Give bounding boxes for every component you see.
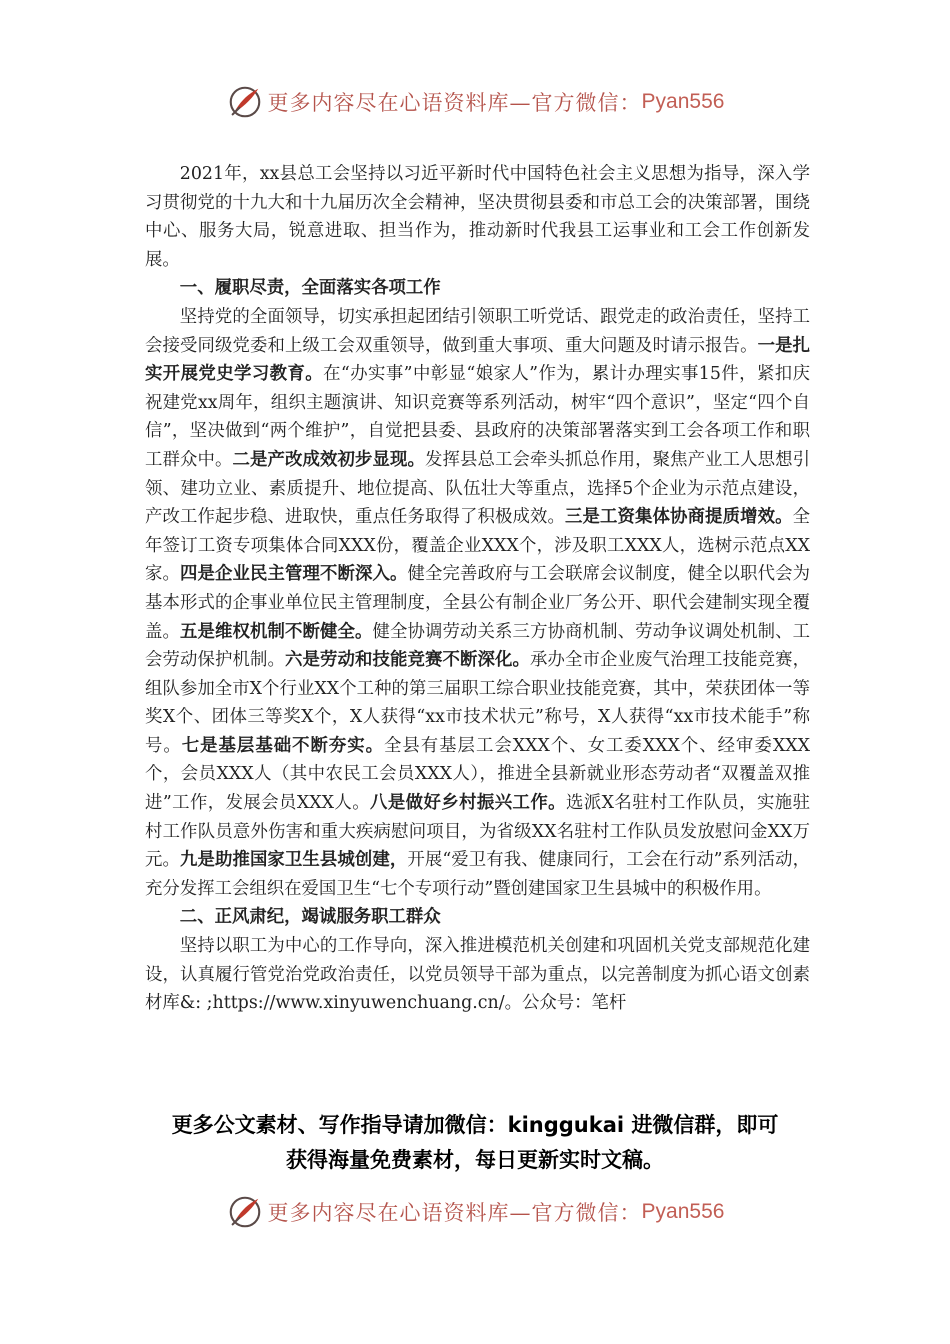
section-2-paragraph: 坚持以职工为中心的工作导向，深入推进模范机关创建和巩固机关党支部规范化建设，认真履行管党治党政治责任，以党员领导干部为重点，以完善制度为抓心语文创素材库&: ;https://www.xinyuwenchuang.cn/。公众号：笔杆 [145,936,810,1014]
intro-paragraph: 2021年，xx县总工会坚持以习近平新时代中国特色社会主义思想为指导，深入学习贯彻党的十九大和十九届历次全会精神，坚决贯彻县委和市总工会的决策部署，围绕中心、服务大局，锐意进取、担当作为，推动新时代我县工运事业和工会工作创新发展。 [145,164,810,270]
point-2-text: 发挥县总工会牵头抓总作用，聚焦产业工人思想引领、建功立业、素质提升、地位提高、队伍壮大等重点，选择5个企业为示范点建设，产改工作起步稳、进取快，重点任务取得了积极成效。 [145,449,810,528]
point-9-text: 开展“爱卫有我、健康同行，工会在行动”系列活动，充分发挥工会组织在爱国卫生“七个专项行动”暨创建国家卫生县城中的积极作用。 [145,850,810,899]
point-1-text: 在“办实事”中彰显“娘家人”作为，累计办理实事15件，紧扣庆祝建党xx周年，组织主题演讲、知识竞赛等系列活动，树牢“四个意识”，坚定“四个自信”，坚决做到“两个维护”，自觉把县委、县政府的决策部署落实到工会各项工作和职工群众中。 [145,364,810,470]
banner-wechat-handle: Pyan556 [641,90,725,113]
point-4-title: 四是企业民主管理不断深入。 [180,564,408,585]
feather-quill-logo-icon [226,1193,264,1231]
point-8-text: 选派X名驻村工作队员，实施驻村工作队员意外伤害和重大疾病慰问项目，为省级XX名驻村工作队员发放慰问金XX万元。 [145,793,810,871]
point-8-title: 八是做好乡村振兴工作。 [370,793,566,814]
footer-banner-title: 更多内容尽在心语资料库—官方微信： [267,1201,642,1225]
section-2-heading: 二、正风肃纪，竭诚服务职工群众 [179,907,441,928]
promo-line-2: 获得海量免费素材，每日更新实时文稿。 [286,1148,664,1172]
document-body [145,160,810,1018]
point-5-text: 健全协调劳动关系三方协商机制、劳动争议调处机制、工会劳动保护机制。 [145,621,810,671]
point-7-title: 七是基层基础不断夯实。 [181,735,385,756]
section-1-heading: 一、履职尽责，全面落实各项工作 [179,278,441,299]
section-1-lead: 坚持党的全面领导，切实承担起团结引领职工听党话、跟党走的政治责任，坚持工会接受同级党委和上级工会双重领导，做到重大事项、重大问题及时请示报告。 [145,306,810,356]
feather-quill-logo-icon [226,83,264,121]
header-banner [0,82,950,122]
point-2-title: 二是产改成效初步显现。 [232,449,426,470]
point-1-title: 一是扎实开展党史学习教育。 [145,335,810,385]
point-4-text: 健全完善政府与工会联席会议制度，健全以职代会为基本形式的企事业单位民主管理制度，全县公有制企业厂务公开、职代会建制实现全覆盖。 [145,564,810,642]
point-6-title: 六是劳动和技能竞赛不断深化。 [285,650,531,671]
promo-line-1: 更多公文素材、写作指导请加微信：kinggukai 进微信群，即可 [171,1113,779,1137]
footer-banner [0,1192,950,1232]
section-1-paragraph [145,303,810,903]
point-9-title: 九是助推国家卫生县城创建， [179,850,408,871]
banner-title: 更多内容尽在心语资料库—官方微信： [267,91,642,115]
point-3-text: 全年签订工资专项集体合同XXX份，覆盖企业XXX个，涉及职工XXX人，选树示范点XX家。 [145,507,810,585]
point-6-text: 承办全市企业废气治理工技能竞赛，组队参加全市X个行业XX个工种的第三届职工综合职业技能竞赛，其中，荣获团体一等奖X个、团体三等奖X个，X人获得“xx市技术状元”称号，X人获得“xx市技术能手”称号。 [145,650,810,756]
point-5-title: 五是维权机制不断健全。 [180,621,373,642]
point-7-text: 全县有基层工会XXX个、女工委XXX个、经审委XXX个，会员XXX人（其中农民工会员XXX人），推进全县新就业形态劳动者“双覆盖双推进”工作，发展会员XXX人。 [145,735,810,814]
promo-notice [100,1108,850,1178]
footer-banner-wechat-handle: Pyan556 [641,1200,725,1223]
point-3-title: 三是工资集体协商提质增效。 [565,507,793,528]
